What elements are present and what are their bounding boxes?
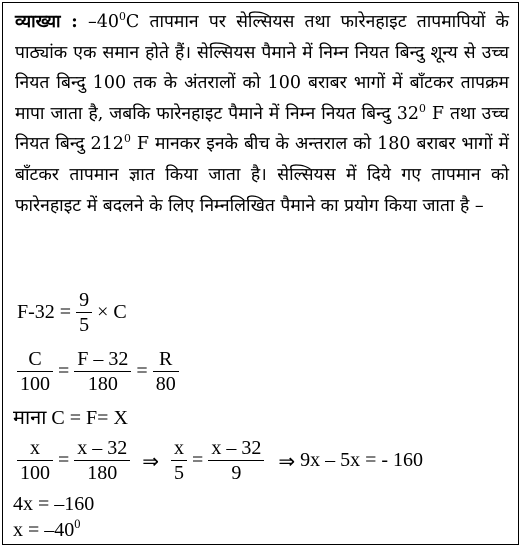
fraction: $\frac{x - 32}{9}$ — [208, 437, 264, 484]
fraction: $\frac{x}{100}$ — [17, 437, 53, 484]
degree-sup: 0 — [123, 132, 131, 146]
temp-prefix: –40 — [77, 12, 119, 32]
degree-sup: 0 — [419, 101, 426, 115]
equation-2: $\frac{C}{100}$ = $\frac{F - 32}{180}$ = $\frac{R}{80}$ — [15, 348, 181, 395]
equation-5: 4x = –160 — [13, 493, 95, 515]
fraction: $\frac{C}{100}$ — [17, 348, 53, 395]
eq4-tail: 9x – 5x = - 160 — [300, 449, 424, 471]
explanation-paragraph — [15, 7, 509, 221]
fraction: $\frac{9}{5}$ — [76, 289, 92, 336]
fraction: $\frac{x}{5}$ — [171, 437, 187, 484]
eq1-rhs: × C — [97, 301, 127, 323]
degree-sup: 0 — [118, 9, 126, 23]
fraction: $\frac{F - 32}{180}$ — [74, 348, 131, 395]
equation-3: माना C = F= X — [13, 407, 128, 429]
explanation-label: व्याख्या : — [15, 12, 78, 32]
solution-box — [2, 2, 519, 545]
degree-sup: 0 — [74, 516, 81, 531]
eq1-lhs: F-32 = — [17, 301, 72, 323]
equation-6: $x = -40^0$ — [13, 516, 81, 541]
fraction: $\frac{x - 32}{180}$ — [74, 437, 130, 484]
implies-arrow: ⇒ — [278, 448, 296, 473]
explanation-text-2: F तथा उच्च नियत बिन्दु 212 — [15, 103, 509, 155]
implies-arrow: ⇒ — [142, 448, 160, 473]
equation-1 — [14, 289, 130, 336]
explanation-text-1: C तापमान पर सेल्सियस तथा फारेनहाइट तापमापियों के पाठ्यांक एक समान होते हैं। सेल्सियस पैमाने में निम्न नियत बिन्दु शून्य से उच्च नियत बिन्दु 100 तक के अंतरालों को 100 बराबर भागों में बाँटकर तापक्रम मापा जाता है, जबकि फारेनहाइट पैमाने में निम्न नियत बिन्दु 32 — [15, 12, 509, 124]
fraction: $\frac{R}{80}$ — [153, 348, 179, 395]
explanation-text-3: F मानकर इनके बीच के अन्तराल को 180 बराबर भागों में बाँटकर तापमान ज्ञात किया जाता है। सेल्सियस में दिये गए तापमान को फारेनहाइट में बदलने के लिए निम्नलिखित पैमाने का प्रयोग किया जाता है – — [15, 134, 509, 216]
equation-4: $\frac{x}{100}$ = $\frac{x - 32}{180}$ ⇒ $\frac{x}{5}$ = $\frac{x - 32}{9}$ ⇒ 9x – 5x = - 160 — [15, 437, 426, 484]
